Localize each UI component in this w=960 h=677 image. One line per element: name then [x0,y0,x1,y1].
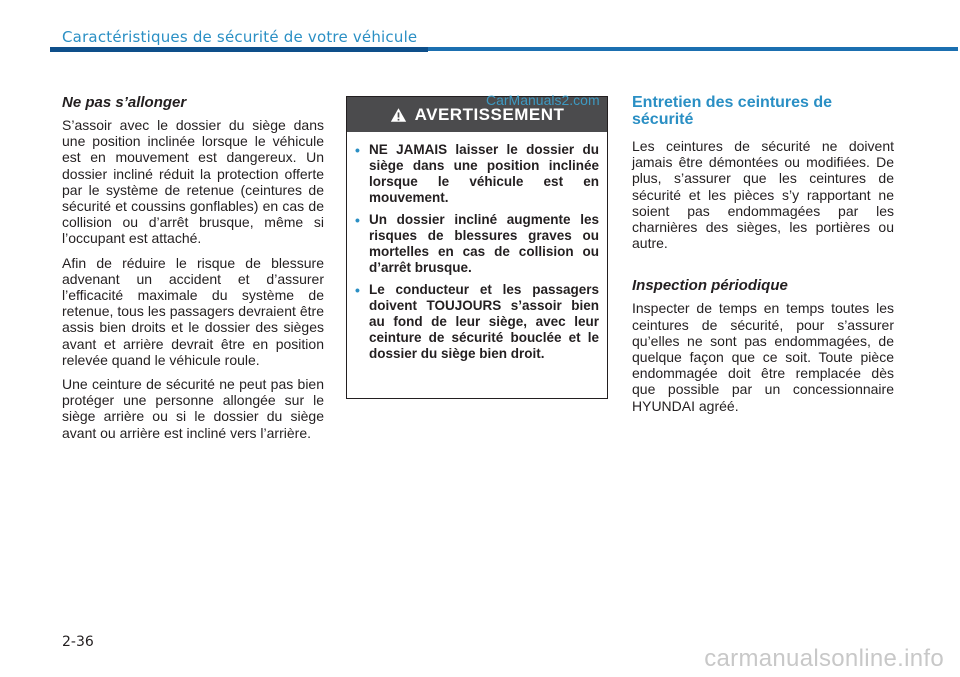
left-heading: Ne pas s’allonger [62,94,187,111]
left-paragraph-3: Une ceinture de sécurité ne peut pas bien protéger une personne allongée sur le siège arrière ou si le dossier du siège avant ou arrière est incliné vers l’arrière. [62,376,324,441]
warning-box [346,96,608,399]
bullet-icon: • [355,282,360,298]
warning-title: AVERTISSEMENT [414,104,565,124]
watermark-top: CarManuals2.com [486,92,600,108]
warning-triangle-icon [390,107,407,123]
warning-item: • Le conducteur et les passagers doivent TOUJOURS s’assoir bien au fond de leur siège, avec leur ceinture de sécurité bouclée et le dossier du siège bien droit. [355,282,599,361]
warning-list [347,132,607,362]
bullet-icon: • [355,212,360,228]
warning-item: • Un dossier incliné augmente les risques de blessures graves ou mortelles en cas de collision ou d’arrêt brusque. [355,212,599,275]
warning-item: • NE JAMAIS laisser le dossier du siège dans une position inclinée lorsque le véhicule est en mouvement. [355,142,599,205]
watermark-bottom: carmanualsonline.info [704,645,944,672]
section-title: Caractéristiques de sécurité de votre véhicule [62,28,418,46]
bullet-icon: • [355,142,360,158]
left-paragraph-2: Afin de réduire le risque de blessure advenant un accident et d’assurer l’efficacité maximale du système de retenue, tous les passagers devraient être assis bien droits et le dossier des sièges avant et arrière devrait être en position relevée quand le véhicule roule. [62,254,324,368]
right-heading-2: Inspection périodique [632,277,788,295]
page-number: 2-36 [62,634,94,650]
right-paragraph-2: Inspecter de temps en temps toutes les ceintures de sécurité, pour s’assurer qu’elles ne sont pas endommagées, de quelque façon que ce soit. Toute pièce endommagée doit être remplacée dès que possible par un concessionnaire HYUNDAI agréé. [632,300,894,414]
left-paragraph-1: S’assoir avec le dossier du siège dans une position inclinée lorsque le véhicule est en mouvement est dangereux. Un dossier incliné réduit la protection offerte par le système de retenue (ceintures de sécurité et coussins gonflables) en cas de collision ou d’arrêt brusque, même si l’occupant est attaché. [62,117,324,247]
right-column [632,94,894,422]
right-heading-1: Entretien des ceintures de sécurité [632,94,833,128]
right-paragraph-1: Les ceintures de sécurité ne doivent jamais être démontées ou modifiées. De plus, s’assurer que les ceintures de sécurité et les pièces s’y rapportant ne soient pas endommagées par les charnières des sièges, les portières ou autre. [632,138,894,252]
header-rule-accent [50,47,428,52]
left-column [62,94,324,449]
